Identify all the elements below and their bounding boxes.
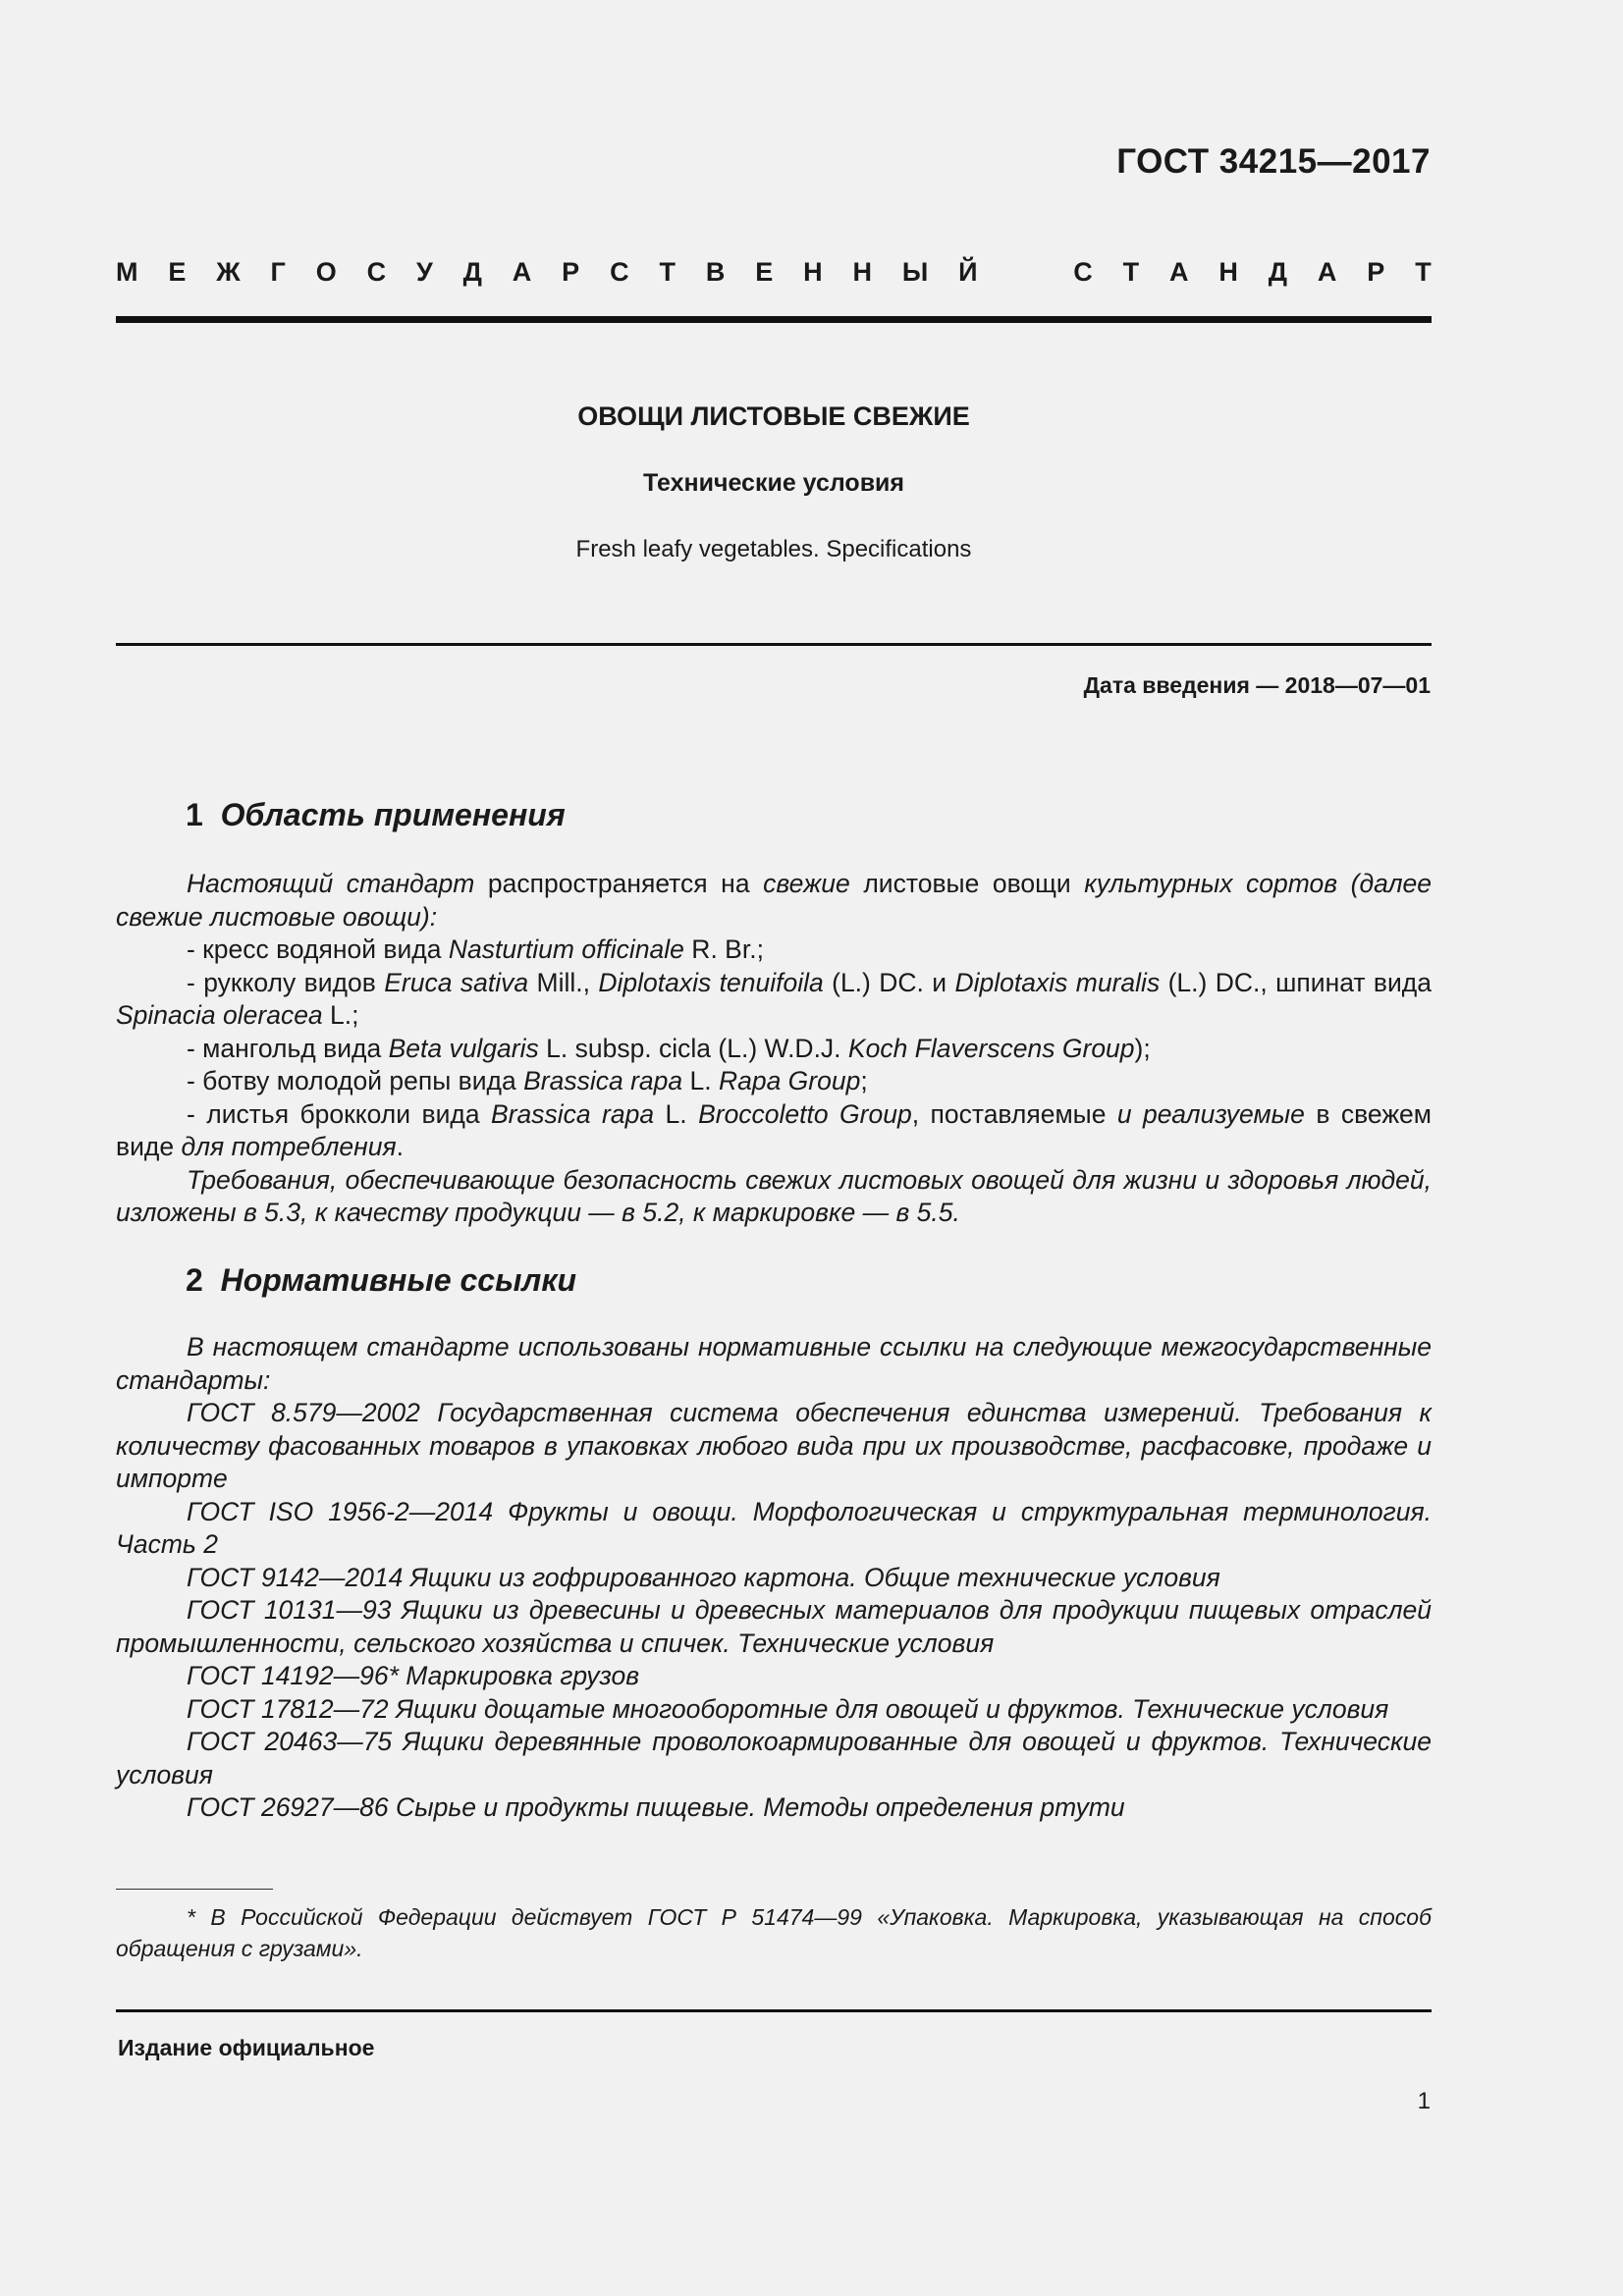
header-rule <box>116 316 1432 323</box>
footnote-separator <box>116 1889 273 1890</box>
footnote-text: * В Российской Федерации действует ГОСТ Р 51474—99 «Упаковка. Маркировка, указывающая на способ обращения с грузами». <box>116 1904 1432 1961</box>
official-edition-label: Издание официальное <box>118 2035 375 2060</box>
title-rule <box>116 643 1432 646</box>
scope-paragraph: Настоящий стандарт распространяется на свежие листовые овощи культурных сортов (далее свежие листовые овощи): <box>116 869 1432 932</box>
section-title: Нормативные ссылки <box>220 1262 577 1298</box>
standard-number: ГОСТ 34215—2017 <box>1116 142 1431 181</box>
section-number: 2 <box>186 1262 203 1298</box>
introduction-date: Дата введения — 2018—07—01 <box>1083 672 1431 698</box>
english-title: Fresh leafy vegetables. Specifications <box>575 536 972 562</box>
word-gap <box>1007 257 1043 288</box>
document-subtitle: Технические условия <box>642 469 905 497</box>
reference-item: ГОСТ 14192—96* Маркировка грузов <box>187 1661 640 1690</box>
requirements-paragraph: Требования, обеспечивающие безопасность свежих листовых овощей для жизни и здоровья людей, изложены в 5.3, к качеству продукции — в 5.2, к маркировке — в 5.5. <box>116 1164 1432 1227</box>
reference-item: ГОСТ 10131—93 Ящики из древесины и древесных материалов для продукции пищевых отраслей промышленности, сельского хозяйства и спичек. Технические условия <box>116 1595 1432 1658</box>
list-item: - мангольд вида Beta vulgaris L. subsp. cicla (L.) W.D.J. Koch Flaverscens Group); <box>187 1033 1151 1063</box>
reference-item: ГОСТ 20463—75 Ящики деревянные проволокоармированные для овощей и фруктов. Технические условия <box>116 1727 1432 1789</box>
section-title: Область применения <box>220 797 566 832</box>
section-1-heading <box>186 797 566 833</box>
footnote <box>116 1901 1432 1964</box>
reference-item: ГОСТ ISO 1956-2—2014 Фрукты и овощи. Морфологическая и структуральная терминология. Часть 2 <box>116 1496 1432 1559</box>
section-1-body <box>116 868 1432 1230</box>
section-2-heading <box>186 1262 576 1299</box>
page-number: 1 <box>1417 2088 1431 2114</box>
section-number: 1 <box>186 797 203 832</box>
section-2-body <box>116 1331 1432 1825</box>
list-item: - рукколу видов Eruca sativa Mill., Diplotaxis tenuifoila (L.) DC. и Diplotaxis muralis (L.) DC., шпинат вида Spinacia oleracea L.; <box>116 967 1432 1030</box>
reference-item: ГОСТ 8.579—2002 Государственная система обеспечения единства измерений. Требования к количеству фасованных товаров в упаковках любого вида при их производстве, расфасовке, продаже и импорте <box>116 1398 1432 1493</box>
references-intro: В настоящем стандарте использованы нормативные ссылки на следующие межгосударственные стандарты: <box>116 1332 1432 1395</box>
reference-item: ГОСТ 26927—86 Сырье и продукты пищевые. Методы определения ртути <box>187 1792 1125 1822</box>
reference-item: ГОСТ 9142—2014 Ящики из гофрированного картона. Общие технические условия <box>187 1562 1220 1592</box>
list-item: - ботву молодой репы вида Brassica rapa L. Rapa Group; <box>187 1066 868 1095</box>
document-title: ОВОЩИ ЛИСТОВЫЕ СВЕЖИЕ <box>577 401 970 431</box>
footer-rule <box>116 2009 1432 2012</box>
list-item: - кресс водяной вида Nasturtium officinale R. Br.; <box>187 934 764 964</box>
list-item: - листья брокколи вида Brassica rapa L. Broccoletto Group, поставляемые и реализуемые в свежем виде для потребления. <box>116 1098 1433 1161</box>
interstate-standard-banner: М Е Ж Г О С У Д А Р С Т В Е Н Н Ы Й С Т А Н Д А Р Т <box>116 257 1432 287</box>
reference-item: ГОСТ 17812—72 Ящики дощатые многооборотные для овощей и фруктов. Технические условия <box>187 1693 1389 1724</box>
